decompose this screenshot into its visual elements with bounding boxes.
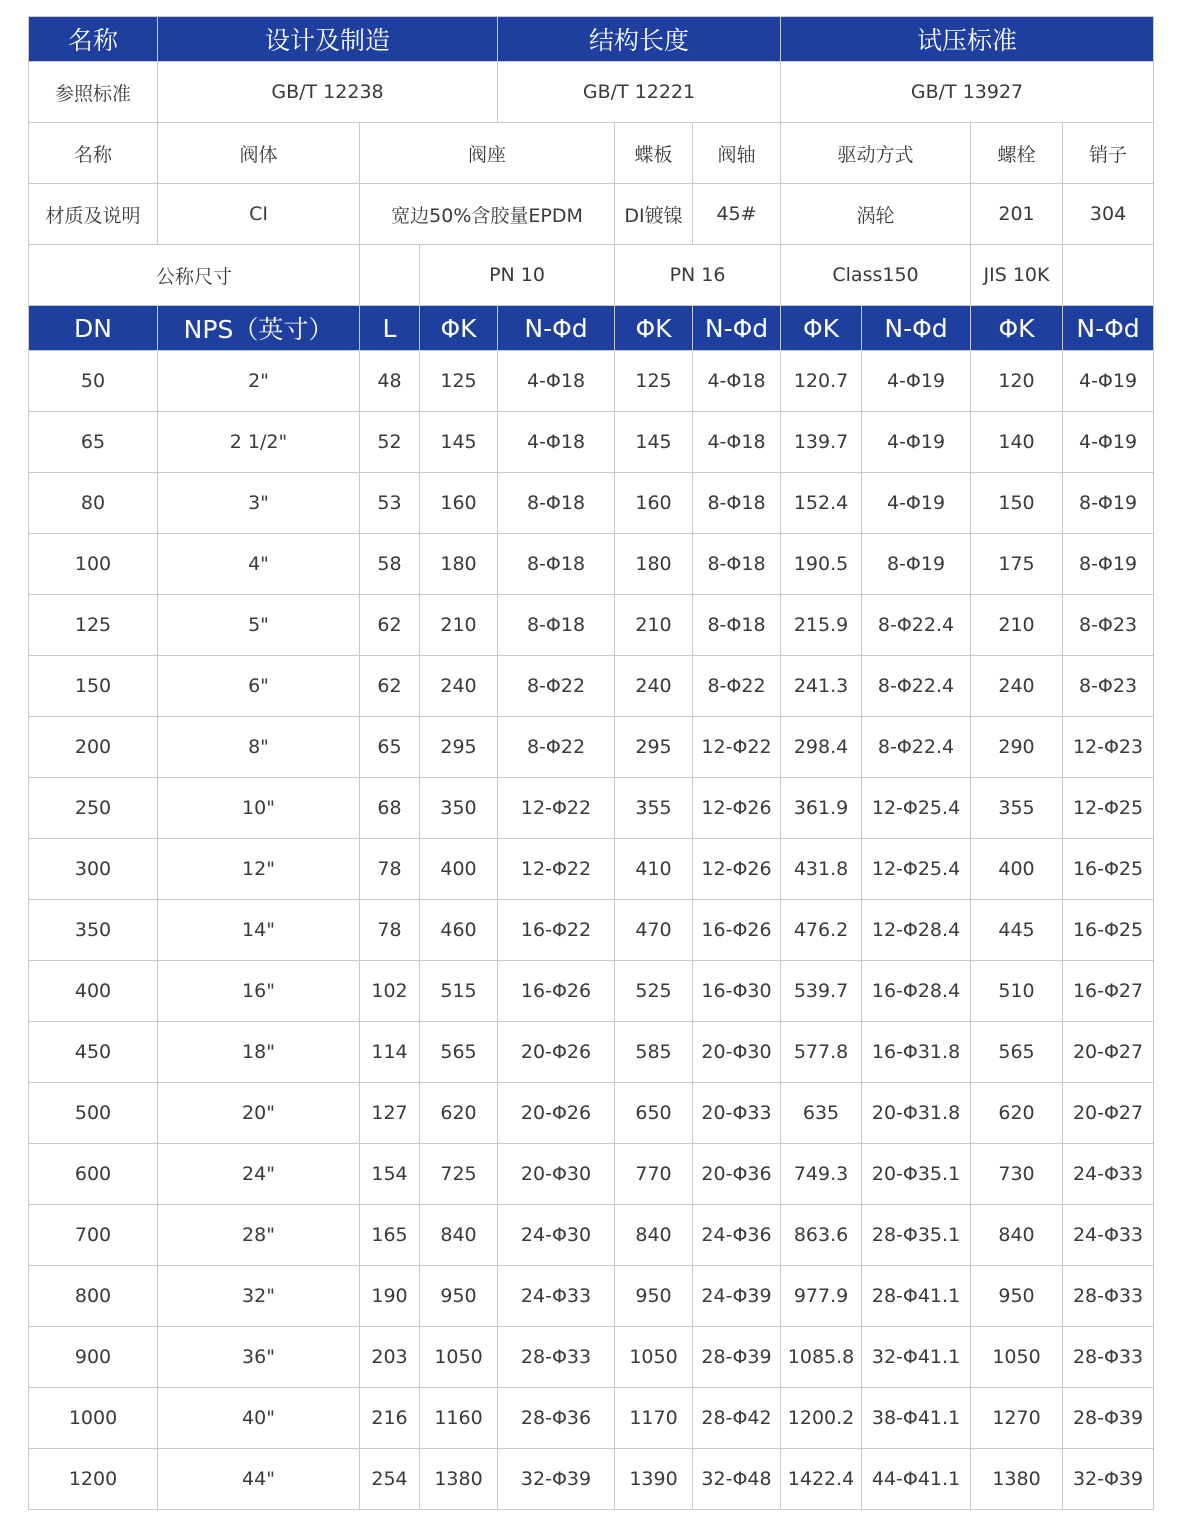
cell-class150-k: 539.7 <box>781 961 862 1022</box>
nominal-size-label: 公称尺寸 <box>29 245 360 306</box>
table-row <box>29 534 1154 595</box>
cell-pn16-nd: 12-Φ26 <box>693 839 781 900</box>
cell-pn10-k: 145 <box>420 412 498 473</box>
pressure-rating-row <box>29 245 1154 306</box>
cell-pn16-k: 295 <box>615 717 693 778</box>
cell-length: 102 <box>360 961 420 1022</box>
cell-pn10-nd: 32-Φ39 <box>498 1449 615 1510</box>
cell-jis10k-k: 140 <box>971 412 1063 473</box>
cell-pn16-nd: 16-Φ30 <box>693 961 781 1022</box>
cell-pn10-k: 1050 <box>420 1327 498 1388</box>
cell-length: 68 <box>360 778 420 839</box>
cell-jis10k-nd: 8-Φ23 <box>1063 595 1154 656</box>
col-jis10k-k: ΦK <box>971 306 1063 351</box>
material-desc-row <box>29 184 1154 245</box>
disc-label: 蝶板 <box>615 123 693 184</box>
cell-pn10-k: 210 <box>420 595 498 656</box>
table-row <box>29 717 1154 778</box>
cell-class150-k: 635 <box>781 1083 862 1144</box>
cell-length: 58 <box>360 534 420 595</box>
cell-class150-k: 577.8 <box>781 1022 862 1083</box>
cell-pn16-k: 1170 <box>615 1388 693 1449</box>
cell-pn10-nd: 8-Φ22 <box>498 717 615 778</box>
cell-jis10k-k: 1380 <box>971 1449 1063 1510</box>
cell-pn16-k: 145 <box>615 412 693 473</box>
cell-pn16-nd: 20-Φ33 <box>693 1083 781 1144</box>
cell-pn16-k: 950 <box>615 1266 693 1327</box>
cell-dn: 1000 <box>29 1388 158 1449</box>
cell-length: 53 <box>360 473 420 534</box>
rating-blank-right <box>1063 245 1154 306</box>
cell-nps: 40" <box>158 1388 360 1449</box>
cell-class150-nd: 32-Φ41.1 <box>862 1327 971 1388</box>
cell-pn10-k: 565 <box>420 1022 498 1083</box>
cell-pn10-nd: 8-Φ22 <box>498 656 615 717</box>
cell-pn10-nd: 24-Φ33 <box>498 1266 615 1327</box>
cell-jis10k-nd: 8-Φ19 <box>1063 534 1154 595</box>
table-row <box>29 412 1154 473</box>
length-standard: GB/T 12221 <box>498 62 781 123</box>
cell-class150-k: 215.9 <box>781 595 862 656</box>
table-row <box>29 1083 1154 1144</box>
cell-jis10k-k: 510 <box>971 961 1063 1022</box>
cell-jis10k-k: 840 <box>971 1205 1063 1266</box>
cell-length: 254 <box>360 1449 420 1510</box>
cell-jis10k-nd: 28-Φ39 <box>1063 1388 1154 1449</box>
cell-jis10k-k: 1270 <box>971 1388 1063 1449</box>
material-name-label: 名称 <box>29 123 158 184</box>
cell-jis10k-nd: 16-Φ25 <box>1063 839 1154 900</box>
cell-pn16-k: 770 <box>615 1144 693 1205</box>
cell-pn10-k: 400 <box>420 839 498 900</box>
cell-pn10-k: 240 <box>420 656 498 717</box>
column-header-row <box>29 306 1154 351</box>
cell-dn: 700 <box>29 1205 158 1266</box>
title-header-row <box>29 17 1154 62</box>
material-desc-label: 材质及说明 <box>29 184 158 245</box>
body-label: 阀体 <box>158 123 360 184</box>
cell-length: 62 <box>360 595 420 656</box>
cell-nps: 4" <box>158 534 360 595</box>
cell-class150-nd: 12-Φ25.4 <box>862 839 971 900</box>
cell-length: 78 <box>360 900 420 961</box>
design-standard: GB/T 12238 <box>158 62 498 123</box>
drive-label: 驱动方式 <box>781 123 971 184</box>
table-row <box>29 839 1154 900</box>
cell-jis10k-nd: 20-Φ27 <box>1063 1022 1154 1083</box>
cell-nps: 28" <box>158 1205 360 1266</box>
cell-dn: 80 <box>29 473 158 534</box>
cell-nps: 6" <box>158 656 360 717</box>
header-test: 试压标准 <box>781 17 1154 62</box>
cell-dn: 450 <box>29 1022 158 1083</box>
cell-pn16-k: 525 <box>615 961 693 1022</box>
cell-jis10k-nd: 16-Φ25 <box>1063 900 1154 961</box>
cell-nps: 16" <box>158 961 360 1022</box>
cell-class150-k: 1085.8 <box>781 1327 862 1388</box>
cell-jis10k-k: 950 <box>971 1266 1063 1327</box>
cell-pn16-k: 650 <box>615 1083 693 1144</box>
cell-pn10-k: 460 <box>420 900 498 961</box>
cell-pn16-nd: 8-Φ22 <box>693 656 781 717</box>
material-name-row <box>29 123 1154 184</box>
cell-pn16-nd: 20-Φ36 <box>693 1144 781 1205</box>
rating-pn10: PN 10 <box>420 245 615 306</box>
cell-jis10k-k: 620 <box>971 1083 1063 1144</box>
cell-pn16-nd: 8-Φ18 <box>693 534 781 595</box>
cell-dn: 100 <box>29 534 158 595</box>
cell-class150-k: 977.9 <box>781 1266 862 1327</box>
cell-class150-nd: 4-Φ19 <box>862 351 971 412</box>
rating-blank-left <box>360 245 420 306</box>
table-row <box>29 1144 1154 1205</box>
cell-pn10-nd: 16-Φ26 <box>498 961 615 1022</box>
cell-pn10-nd: 8-Φ18 <box>498 534 615 595</box>
cell-pn16-k: 410 <box>615 839 693 900</box>
table-row <box>29 778 1154 839</box>
cell-class150-nd: 4-Φ19 <box>862 412 971 473</box>
col-dn: DN <box>29 306 158 351</box>
cell-pn16-nd: 4-Φ18 <box>693 351 781 412</box>
cell-nps: 36" <box>158 1327 360 1388</box>
table-row <box>29 1388 1154 1449</box>
col-pn16-k: ΦK <box>615 306 693 351</box>
cell-pn10-k: 950 <box>420 1266 498 1327</box>
seat-label: 阀座 <box>360 123 615 184</box>
col-pn10-k: ΦK <box>420 306 498 351</box>
reference-standard-row <box>29 62 1154 123</box>
col-nps: NPS（英寸） <box>158 306 360 351</box>
cell-jis10k-k: 120 <box>971 351 1063 412</box>
pin-material: 304 <box>1063 184 1154 245</box>
cell-dn: 50 <box>29 351 158 412</box>
cell-pn16-k: 1050 <box>615 1327 693 1388</box>
header-length: 结构长度 <box>498 17 781 62</box>
cell-nps: 3" <box>158 473 360 534</box>
cell-class150-k: 139.7 <box>781 412 862 473</box>
cell-dn: 200 <box>29 717 158 778</box>
table-row <box>29 1022 1154 1083</box>
cell-dn: 300 <box>29 839 158 900</box>
cell-pn16-k: 160 <box>615 473 693 534</box>
cell-pn10-nd: 20-Φ26 <box>498 1022 615 1083</box>
cell-length: 78 <box>360 839 420 900</box>
cell-dn: 125 <box>29 595 158 656</box>
table-row <box>29 1449 1154 1510</box>
cell-dn: 1200 <box>29 1449 158 1510</box>
cell-jis10k-nd: 12-Φ23 <box>1063 717 1154 778</box>
table-row <box>29 900 1154 961</box>
cell-pn16-nd: 12-Φ22 <box>693 717 781 778</box>
bolt-label: 螺栓 <box>971 123 1063 184</box>
cell-class150-k: 152.4 <box>781 473 862 534</box>
cell-jis10k-nd: 4-Φ19 <box>1063 351 1154 412</box>
cell-nps: 24" <box>158 1144 360 1205</box>
cell-pn10-nd: 16-Φ22 <box>498 900 615 961</box>
cell-pn10-k: 125 <box>420 351 498 412</box>
cell-jis10k-nd: 24-Φ33 <box>1063 1205 1154 1266</box>
cell-class150-k: 120.7 <box>781 351 862 412</box>
cell-pn10-nd: 8-Φ18 <box>498 473 615 534</box>
cell-dn: 65 <box>29 412 158 473</box>
cell-pn10-nd: 12-Φ22 <box>498 839 615 900</box>
cell-class150-k: 431.8 <box>781 839 862 900</box>
cell-jis10k-nd: 8-Φ23 <box>1063 656 1154 717</box>
cell-pn10-nd: 28-Φ36 <box>498 1388 615 1449</box>
cell-pn16-k: 240 <box>615 656 693 717</box>
cell-pn10-k: 180 <box>420 534 498 595</box>
cell-length: 48 <box>360 351 420 412</box>
cell-jis10k-nd: 4-Φ19 <box>1063 412 1154 473</box>
cell-jis10k-nd: 8-Φ19 <box>1063 473 1154 534</box>
table-row <box>29 1327 1154 1388</box>
test-standard: GB/T 13927 <box>781 62 1154 123</box>
cell-pn10-k: 160 <box>420 473 498 534</box>
cell-pn16-k: 585 <box>615 1022 693 1083</box>
cell-pn16-k: 470 <box>615 900 693 961</box>
cell-pn16-nd: 28-Φ39 <box>693 1327 781 1388</box>
cell-jis10k-k: 445 <box>971 900 1063 961</box>
cell-nps: 2" <box>158 351 360 412</box>
cell-jis10k-k: 355 <box>971 778 1063 839</box>
cell-pn16-nd: 16-Φ26 <box>693 900 781 961</box>
table-row <box>29 961 1154 1022</box>
cell-pn10-k: 620 <box>420 1083 498 1144</box>
cell-pn16-nd: 4-Φ18 <box>693 412 781 473</box>
cell-class150-nd: 16-Φ31.8 <box>862 1022 971 1083</box>
cell-pn16-k: 1390 <box>615 1449 693 1510</box>
cell-class150-nd: 28-Φ35.1 <box>862 1205 971 1266</box>
cell-pn10-k: 1160 <box>420 1388 498 1449</box>
cell-pn10-nd: 8-Φ18 <box>498 595 615 656</box>
cell-nps: 10" <box>158 778 360 839</box>
cell-jis10k-k: 240 <box>971 656 1063 717</box>
cell-class150-nd: 38-Φ41.1 <box>862 1388 971 1449</box>
cell-class150-k: 298.4 <box>781 717 862 778</box>
cell-length: 154 <box>360 1144 420 1205</box>
cell-dn: 400 <box>29 961 158 1022</box>
cell-jis10k-k: 400 <box>971 839 1063 900</box>
cell-class150-k: 863.6 <box>781 1205 862 1266</box>
cell-pn10-nd: 20-Φ26 <box>498 1083 615 1144</box>
cell-jis10k-k: 730 <box>971 1144 1063 1205</box>
cell-pn16-nd: 12-Φ26 <box>693 778 781 839</box>
cell-nps: 44" <box>158 1449 360 1510</box>
header-name: 名称 <box>29 17 158 62</box>
cell-class150-k: 1200.2 <box>781 1388 862 1449</box>
cell-jis10k-nd: 20-Φ27 <box>1063 1083 1154 1144</box>
cell-length: 203 <box>360 1327 420 1388</box>
cell-jis10k-nd: 28-Φ33 <box>1063 1266 1154 1327</box>
cell-jis10k-k: 175 <box>971 534 1063 595</box>
cell-length: 127 <box>360 1083 420 1144</box>
cell-dn: 150 <box>29 656 158 717</box>
cell-nps: 12" <box>158 839 360 900</box>
rating-class150: Class150 <box>781 245 971 306</box>
shaft-material: 45# <box>693 184 781 245</box>
rating-jis10k: JIS 10K <box>971 245 1063 306</box>
cell-class150-nd: 8-Φ22.4 <box>862 595 971 656</box>
cell-class150-nd: 8-Φ22.4 <box>862 717 971 778</box>
cell-pn10-nd: 4-Φ18 <box>498 412 615 473</box>
cell-length: 62 <box>360 656 420 717</box>
col-class150-k: ΦK <box>781 306 862 351</box>
cell-pn16-nd: 20-Φ30 <box>693 1022 781 1083</box>
cell-class150-k: 190.5 <box>781 534 862 595</box>
cell-length: 114 <box>360 1022 420 1083</box>
cell-pn16-nd: 28-Φ42 <box>693 1388 781 1449</box>
cell-dn: 600 <box>29 1144 158 1205</box>
table-row <box>29 1266 1154 1327</box>
cell-class150-nd: 8-Φ19 <box>862 534 971 595</box>
cell-class150-k: 1422.4 <box>781 1449 862 1510</box>
cell-class150-k: 241.3 <box>781 656 862 717</box>
cell-pn10-k: 515 <box>420 961 498 1022</box>
table-row <box>29 656 1154 717</box>
cell-class150-nd: 44-Φ41.1 <box>862 1449 971 1510</box>
cell-nps: 20" <box>158 1083 360 1144</box>
cell-pn10-nd: 20-Φ30 <box>498 1144 615 1205</box>
cell-length: 190 <box>360 1266 420 1327</box>
cell-dn: 500 <box>29 1083 158 1144</box>
disc-material: DI镀镍 <box>615 184 693 245</box>
cell-class150-k: 749.3 <box>781 1144 862 1205</box>
cell-class150-nd: 8-Φ22.4 <box>862 656 971 717</box>
cell-jis10k-k: 210 <box>971 595 1063 656</box>
col-pn16-nd: N-Φd <box>693 306 781 351</box>
table-row <box>29 473 1154 534</box>
bolt-material: 201 <box>971 184 1063 245</box>
shaft-label: 阀轴 <box>693 123 781 184</box>
cell-class150-nd: 16-Φ28.4 <box>862 961 971 1022</box>
cell-pn10-nd: 12-Φ22 <box>498 778 615 839</box>
cell-jis10k-nd: 28-Φ33 <box>1063 1327 1154 1388</box>
cell-jis10k-nd: 12-Φ25 <box>1063 778 1154 839</box>
table-row <box>29 1205 1154 1266</box>
cell-pn10-k: 295 <box>420 717 498 778</box>
cell-pn16-nd: 24-Φ36 <box>693 1205 781 1266</box>
cell-jis10k-nd: 24-Φ33 <box>1063 1144 1154 1205</box>
cell-pn10-nd: 4-Φ18 <box>498 351 615 412</box>
cell-nps: 32" <box>158 1266 360 1327</box>
drive-type: 涡轮 <box>781 184 971 245</box>
cell-class150-nd: 4-Φ19 <box>862 473 971 534</box>
cell-length: 165 <box>360 1205 420 1266</box>
cell-jis10k-k: 150 <box>971 473 1063 534</box>
body-material: CI <box>158 184 360 245</box>
table-row <box>29 595 1154 656</box>
cell-nps: 8" <box>158 717 360 778</box>
cell-class150-k: 361.9 <box>781 778 862 839</box>
cell-class150-nd: 12-Φ28.4 <box>862 900 971 961</box>
cell-class150-nd: 12-Φ25.4 <box>862 778 971 839</box>
cell-length: 216 <box>360 1388 420 1449</box>
cell-pn16-k: 840 <box>615 1205 693 1266</box>
cell-jis10k-k: 1050 <box>971 1327 1063 1388</box>
cell-pn10-k: 350 <box>420 778 498 839</box>
cell-pn16-nd: 8-Φ18 <box>693 595 781 656</box>
cell-pn16-k: 210 <box>615 595 693 656</box>
valve-spec-table <box>28 16 1154 1510</box>
seat-material: 宽边50%含胶量EPDM <box>360 184 615 245</box>
cell-length: 52 <box>360 412 420 473</box>
cell-pn16-k: 125 <box>615 351 693 412</box>
cell-length: 65 <box>360 717 420 778</box>
cell-pn16-k: 180 <box>615 534 693 595</box>
cell-pn10-k: 840 <box>420 1205 498 1266</box>
cell-dn: 900 <box>29 1327 158 1388</box>
cell-jis10k-nd: 32-Φ39 <box>1063 1449 1154 1510</box>
cell-pn16-nd: 8-Φ18 <box>693 473 781 534</box>
cell-class150-nd: 20-Φ35.1 <box>862 1144 971 1205</box>
col-l: L <box>360 306 420 351</box>
cell-dn: 800 <box>29 1266 158 1327</box>
pin-label: 销子 <box>1063 123 1154 184</box>
cell-dn: 350 <box>29 900 158 961</box>
cell-jis10k-nd: 16-Φ27 <box>1063 961 1154 1022</box>
col-pn10-nd: N-Φd <box>498 306 615 351</box>
cell-jis10k-k: 290 <box>971 717 1063 778</box>
cell-nps: 2 1/2" <box>158 412 360 473</box>
cell-class150-nd: 28-Φ41.1 <box>862 1266 971 1327</box>
header-design: 设计及制造 <box>158 17 498 62</box>
cell-nps: 14" <box>158 900 360 961</box>
cell-pn16-nd: 24-Φ39 <box>693 1266 781 1327</box>
cell-jis10k-k: 565 <box>971 1022 1063 1083</box>
cell-class150-nd: 20-Φ31.8 <box>862 1083 971 1144</box>
cell-pn16-nd: 32-Φ48 <box>693 1449 781 1510</box>
rating-pn16: PN 16 <box>615 245 781 306</box>
cell-pn10-k: 1380 <box>420 1449 498 1510</box>
cell-pn10-nd: 28-Φ33 <box>498 1327 615 1388</box>
col-jis10k-nd: N-Φd <box>1063 306 1154 351</box>
cell-pn10-k: 725 <box>420 1144 498 1205</box>
cell-pn16-k: 355 <box>615 778 693 839</box>
cell-dn: 250 <box>29 778 158 839</box>
cell-class150-k: 476.2 <box>781 900 862 961</box>
cell-nps: 5" <box>158 595 360 656</box>
cell-nps: 18" <box>158 1022 360 1083</box>
table-row <box>29 351 1154 412</box>
col-class150-nd: N-Φd <box>862 306 971 351</box>
cell-pn10-nd: 24-Φ30 <box>498 1205 615 1266</box>
reference-label: 参照标准 <box>29 62 158 123</box>
